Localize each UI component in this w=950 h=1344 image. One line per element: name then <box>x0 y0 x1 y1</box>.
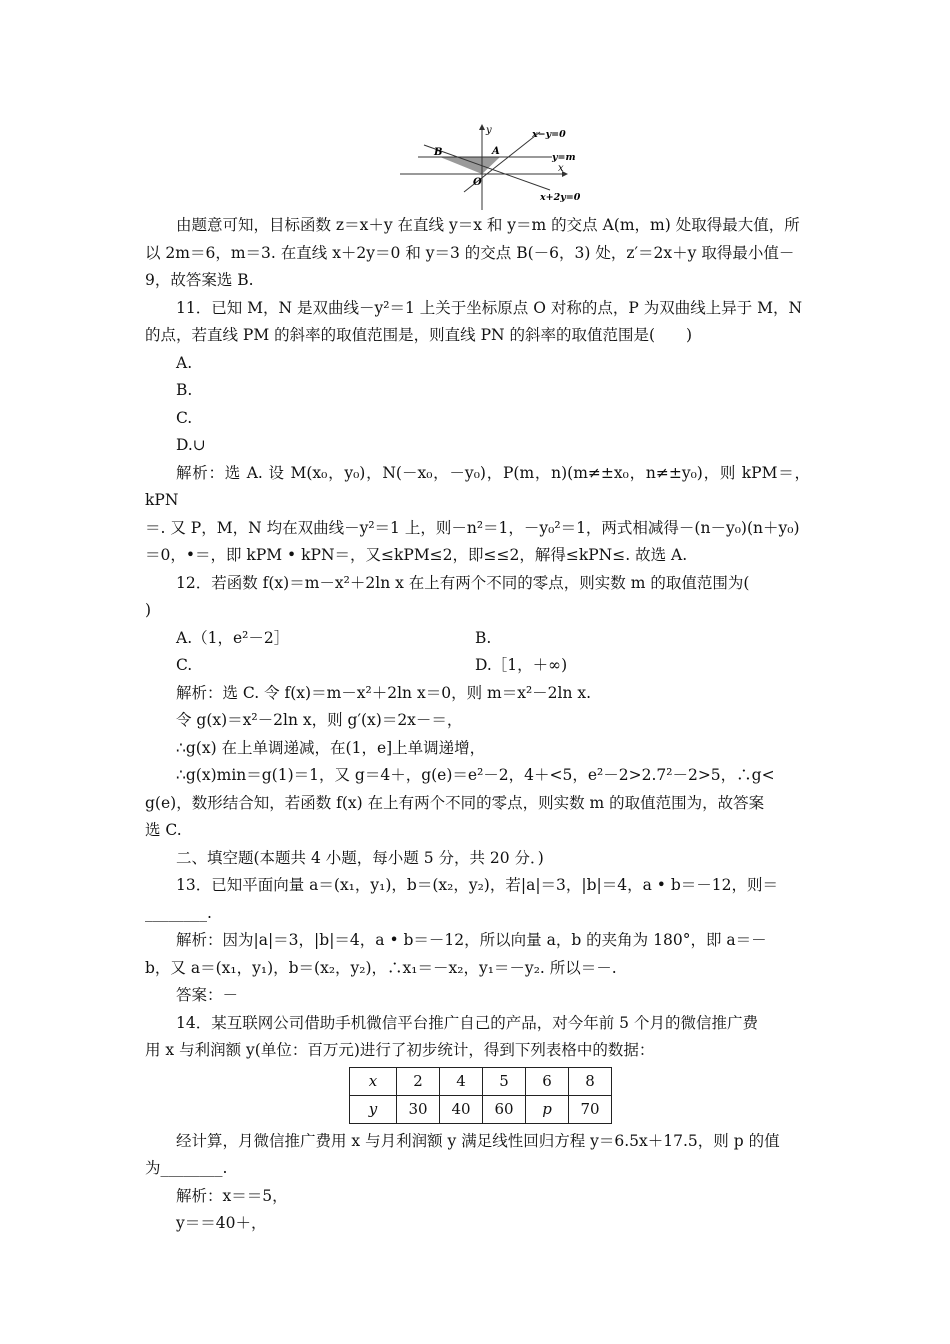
option-a: A.（1，e²－2］ <box>176 628 290 647</box>
table-row <box>350 1095 612 1123</box>
y-axis-label: y <box>486 125 492 136</box>
table-row <box>350 1067 612 1095</box>
point-b-label: B <box>434 147 443 158</box>
data-table <box>349 1067 612 1124</box>
answer-12-line: 解析：选 C. 令 f(x)＝m－x²＋2ln x＝0，则 m＝x²－2ln x. <box>176 683 592 702</box>
text-line: 由题意可知，目标函数 z＝x＋y 在直线 y＝x 和 y＝m 的交点 A(m，m) 处取得最大值，所 <box>176 216 800 234</box>
y-axis-arrow <box>479 124 485 130</box>
line2-label: y=m <box>552 152 576 163</box>
question-14-line: 经计算，月微信推广费用 x 与月利润额 y 满足线性回归方程 y＝6.5x＋17.5，则 p 的值 <box>176 1131 780 1150</box>
answer-13-line: 解析：因为|a|＝3，|b|＝4，a • b＝－12，所以向量 a，b 的夹角为 180°，即 a＝－ <box>176 931 767 949</box>
option-d: D.［1，＋∞) <box>475 656 568 674</box>
answer-14-line: 解析：x＝＝5， <box>176 1186 288 1205</box>
feasible-region <box>440 157 500 174</box>
section-heading: 二、填空题(本题共 4 小题，每小题 5 分，共 20 分．) <box>176 848 544 867</box>
answer-12-line: 令 g(x)＝x²－2ln x，则 g′(x)＝2x－＝， <box>176 711 463 729</box>
option-c: C. <box>176 656 193 674</box>
question-11-line: 的点，若直线 PM 的斜率的取值范围是，则直线 PN 的斜率的取值范围是( ) <box>145 326 693 344</box>
data-table-wrap <box>151 1067 810 1124</box>
answer-13-result: 答案：－ <box>176 986 239 1004</box>
answer-12-line: ∴g(x)min＝g(1)＝1，又 g＝4＋，g(e)＝e²－2，4＋<5，e²－2>2.7²－2>5，∴g< <box>176 766 775 784</box>
origin-label: O <box>473 177 482 188</box>
line3-label: x+2y=0 <box>540 192 581 203</box>
table-cell: 6 <box>526 1067 569 1095</box>
option-b: B. <box>176 381 193 399</box>
question-11-line: 11．已知 M，N 是双曲线－y²＝1 上关于坐标原点 O 对称的点，P 为双曲线上异于 M，N <box>176 298 803 317</box>
document-page <box>145 118 810 1238</box>
option-b: B. <box>475 628 492 647</box>
answer-12-line: g(e)，数形结合知，若函数 f(x) 在上有两个不同的零点，则实数 m 的取值范围为，故答案 <box>145 793 765 812</box>
question-12-line: ) <box>145 601 152 619</box>
question-12-line: 12．若函数 f(x)＝m－x²＋2ln x 在上有两个不同的零点，则实数 m 的取值范围为( <box>176 573 750 592</box>
table-header-cell: y <box>350 1095 397 1123</box>
question-13-line: 13．已知平面向量 a＝(x₁，y₁)，b＝(x₂，y₂)，若|a|＝3，|b|＝4，a • b＝－12，则＝ <box>176 876 779 894</box>
coordinate-graph <box>400 122 590 210</box>
option-c: C. <box>176 408 193 427</box>
table-cell: 5 <box>483 1067 526 1095</box>
answer-12-line: 选 C. <box>145 821 182 839</box>
question-14-line: 14．某互联网公司借助手机微信平台推广自己的产品，对今年前 5 个月的微信推广费 <box>176 1013 758 1032</box>
table-cell: 8 <box>569 1067 612 1095</box>
table-cell: 70 <box>569 1095 612 1123</box>
answer-14-line: y＝＝40＋， <box>176 1214 267 1232</box>
text-line: 9，故答案选 B. <box>145 271 254 289</box>
line1-label: x−y=0 <box>532 129 566 140</box>
option-d: D.∪ <box>176 436 206 454</box>
table-cell: 60 <box>483 1095 526 1123</box>
answer-13-line: b，又 a＝(x₁，y₁)，b＝(x₂，y₂)，∴x₁＝－x₂，y₁＝－y₂. 所以＝－. <box>145 958 617 977</box>
question-14-line: 为________. <box>145 1159 228 1177</box>
x-axis-label: x <box>558 163 564 174</box>
table-cell: 2 <box>397 1067 440 1095</box>
table-cell: p <box>526 1095 569 1123</box>
region-figure <box>145 118 810 212</box>
line-x-plus-2y <box>424 145 550 190</box>
option-a: A. <box>176 353 193 372</box>
answer-11-line: ＝. 又 P，M，N 均在双曲线－y²＝1 上，则－n²＝1，－y₀²＝1，两式相减得－(n－y₀)(n＋y₀) <box>145 518 800 537</box>
point-a-label: A <box>492 146 500 157</box>
answer-11-line: 解析：选 A. 设 M(x₀，y₀)，N(－x₀，－y₀)，P(m，n)(m≠±x₀，n≠±y₀)，则 kPM＝，kPN <box>145 463 810 509</box>
table-cell: 30 <box>397 1095 440 1123</box>
text-line: 以 2m＝6，m＝3. 在直线 x＋2y＝0 和 y＝3 的交点 B(－6，3) 处，z′＝2x＋y 取得最小值－ <box>145 243 795 262</box>
table-header-cell: x <box>350 1067 397 1095</box>
answer-12-line: ∴g(x) 在上单调递减，在(1，e]上单调递增， <box>176 738 486 757</box>
table-cell: 40 <box>440 1095 483 1123</box>
table-cell: 4 <box>440 1067 483 1095</box>
question-14-line: 用 x 与利润额 y(单位：百万元)进行了初步统计，得到下列表格中的数据： <box>145 1041 655 1059</box>
options-row <box>145 625 810 653</box>
options-row <box>145 652 810 680</box>
question-13-line: ________. <box>145 903 212 922</box>
answer-11-line: ＝0，•＝，即 kPM • kPN＝，又≤kPM≤2，即≤≤2，解得≤kPN≤. 故选 A. <box>145 546 688 564</box>
